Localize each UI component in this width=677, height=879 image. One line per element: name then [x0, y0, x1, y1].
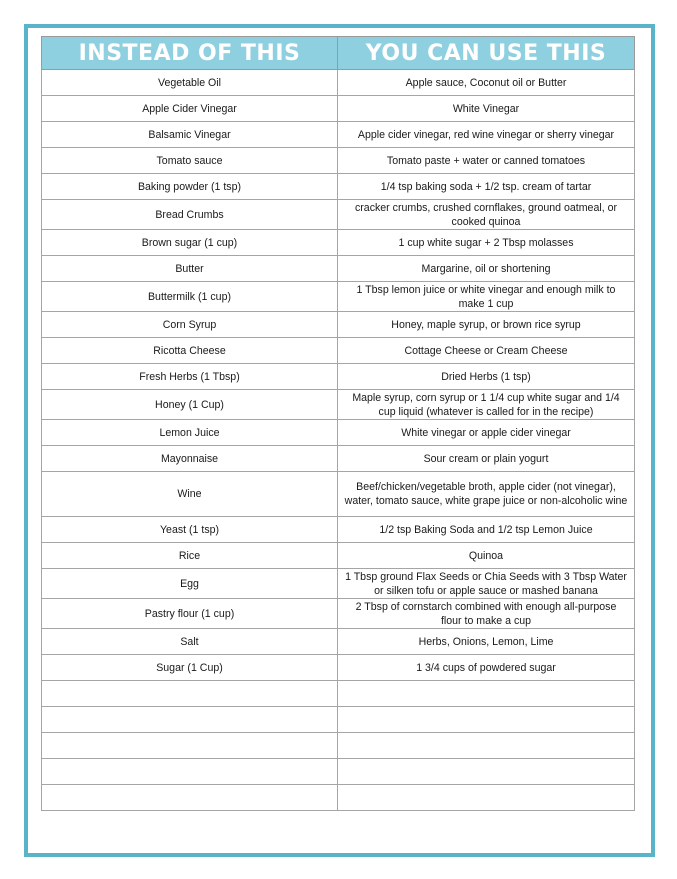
empty-cell	[338, 759, 635, 785]
table-row	[42, 472, 635, 517]
empty-cell	[42, 707, 338, 733]
use-cell: 1/2 tsp Baking Soda and 1/2 tsp Lemon Juice	[338, 517, 635, 543]
empty-cell	[338, 707, 635, 733]
substitution-table-container	[41, 36, 636, 811]
use-cell: 2 Tbsp of cornstarch combined with enough all-purpose flour to make a cup	[338, 599, 635, 629]
empty-row	[42, 759, 635, 785]
use-cell: Apple cider vinegar, red wine vinegar or sherry vinegar	[338, 122, 635, 148]
use-cell: Beef/chicken/vegetable broth, apple cider (not vinegar), water, tomato sauce, white grape juice or non-alcoholic wine	[338, 472, 635, 517]
table-row	[42, 655, 635, 681]
instead-cell: Wine	[42, 472, 338, 517]
instead-cell: Egg	[42, 569, 338, 599]
table-row	[42, 364, 635, 390]
instead-cell: Lemon Juice	[42, 420, 338, 446]
instead-cell: Apple Cider Vinegar	[42, 96, 338, 122]
empty-row	[42, 733, 635, 759]
header-use: YOU CAN USE THIS	[338, 37, 635, 70]
header-instead: INSTEAD OF THIS	[42, 37, 338, 70]
table-row	[42, 70, 635, 96]
table-row	[42, 569, 635, 599]
instead-cell: Baking powder (1 tsp)	[42, 174, 338, 200]
instead-cell: Vegetable Oil	[42, 70, 338, 96]
use-cell: 1 cup white sugar + 2 Tbsp molasses	[338, 230, 635, 256]
table-row	[42, 338, 635, 364]
empty-cell	[338, 681, 635, 707]
table-row	[42, 200, 635, 230]
instead-cell: Pastry flour (1 cup)	[42, 599, 338, 629]
table-row	[42, 256, 635, 282]
instead-cell: Butter	[42, 256, 338, 282]
use-cell: Margarine, oil or shortening	[338, 256, 635, 282]
instead-cell: Rice	[42, 543, 338, 569]
use-cell: Tomato paste + water or canned tomatoes	[338, 148, 635, 174]
use-cell: 1 3/4 cups of powdered sugar	[338, 655, 635, 681]
use-cell: Quinoa	[338, 543, 635, 569]
instead-cell: Salt	[42, 629, 338, 655]
use-cell: cracker crumbs, crushed cornflakes, ground oatmeal, or cooked quinoa	[338, 200, 635, 230]
table-header-row	[42, 37, 635, 70]
use-cell: Sour cream or plain yogurt	[338, 446, 635, 472]
instead-cell: Bread Crumbs	[42, 200, 338, 230]
table-row	[42, 96, 635, 122]
use-cell: 1 Tbsp ground Flax Seeds or Chia Seeds with 3 Tbsp Water or silken tofu or apple sauce or mashed banana	[338, 569, 635, 599]
page-frame	[24, 24, 655, 857]
table-row	[42, 517, 635, 543]
instead-cell: Buttermilk (1 cup)	[42, 282, 338, 312]
table-row	[42, 629, 635, 655]
table-row	[42, 122, 635, 148]
use-cell: Apple sauce, Coconut oil or Butter	[338, 70, 635, 96]
table-row	[42, 282, 635, 312]
table-row	[42, 230, 635, 256]
instead-cell: Fresh Herbs (1 Tbsp)	[42, 364, 338, 390]
table-row	[42, 420, 635, 446]
table-row	[42, 390, 635, 420]
use-cell: Cottage Cheese or Cream Cheese	[338, 338, 635, 364]
substitution-table	[41, 36, 635, 811]
table-row	[42, 312, 635, 338]
instead-cell: Yeast (1 tsp)	[42, 517, 338, 543]
table-row	[42, 174, 635, 200]
instead-cell: Honey (1 Cup)	[42, 390, 338, 420]
instead-cell: Ricotta Cheese	[42, 338, 338, 364]
table-row	[42, 446, 635, 472]
use-cell: White vinegar or apple cider vinegar	[338, 420, 635, 446]
empty-row	[42, 681, 635, 707]
use-cell: Honey, maple syrup, or brown rice syrup	[338, 312, 635, 338]
instead-cell: Brown sugar (1 cup)	[42, 230, 338, 256]
instead-cell: Corn Syrup	[42, 312, 338, 338]
instead-cell: Balsamic Vinegar	[42, 122, 338, 148]
empty-row	[42, 707, 635, 733]
use-cell: Maple syrup, corn syrup or 1 1/4 cup white sugar and 1/4 cup liquid (whatever is called for in the recipe)	[338, 390, 635, 420]
use-cell: Dried Herbs (1 tsp)	[338, 364, 635, 390]
instead-cell: Mayonnaise	[42, 446, 338, 472]
empty-cell	[338, 733, 635, 759]
use-cell: 1/4 tsp baking soda + 1/2 tsp. cream of tartar	[338, 174, 635, 200]
table-row	[42, 543, 635, 569]
empty-cell	[338, 785, 635, 811]
empty-cell	[42, 785, 338, 811]
empty-cell	[42, 733, 338, 759]
empty-cell	[42, 681, 338, 707]
use-cell: Herbs, Onions, Lemon, Lime	[338, 629, 635, 655]
table-row	[42, 599, 635, 629]
instead-cell: Sugar (1 Cup)	[42, 655, 338, 681]
use-cell: 1 Tbsp lemon juice or white vinegar and enough milk to make 1 cup	[338, 282, 635, 312]
empty-row	[42, 785, 635, 811]
instead-cell: Tomato sauce	[42, 148, 338, 174]
use-cell: White Vinegar	[338, 96, 635, 122]
empty-cell	[42, 759, 338, 785]
table-row	[42, 148, 635, 174]
